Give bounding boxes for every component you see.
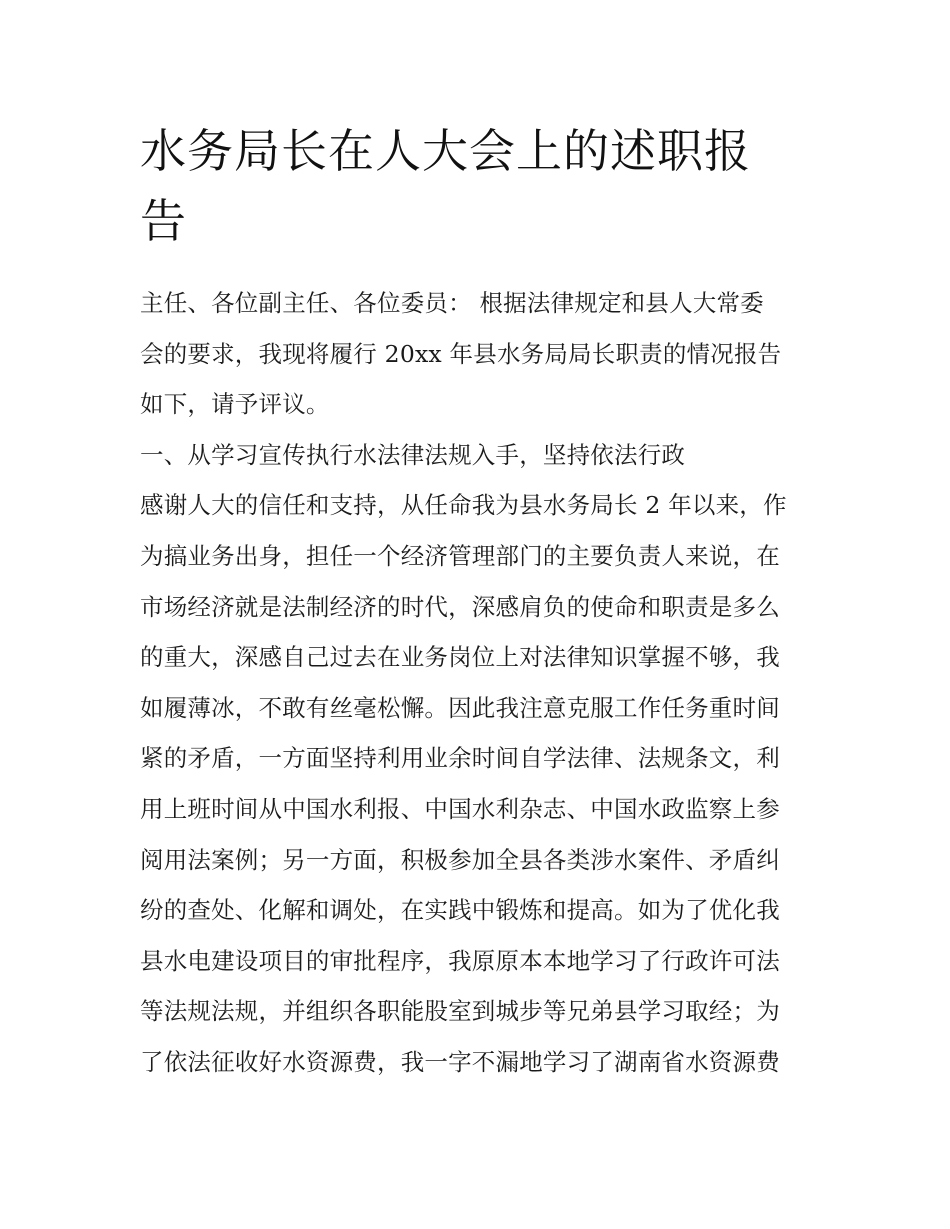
body-line: 会的要求，我现将履行 20xx 年县水务局局长职责的情况报告: [140, 339, 782, 368]
body-line: 如下，请予评议。: [140, 390, 330, 419]
body-line: 的重大，深感自己过去在业务岗位上对法律知识掌握不够，我: [140, 643, 780, 672]
body-line: 如履薄冰，不敢有丝毫松懈。因此我注意克服工作任务重时间: [140, 693, 780, 722]
body-line: 阅用法案例；另一方面，积极参加全县各类涉水案件、矛盾纠: [140, 845, 780, 874]
body-line: 为搞业务出身，担任一个经济管理部门的主要负责人来说，在: [140, 541, 780, 570]
body-line: 了依法征收好水资源费，我一字不漏地学习了湖南省水资源费: [140, 1047, 780, 1076]
body-line: 等法规法规，并组织各职能股室到城步等兄弟县学习取经；为: [140, 997, 780, 1026]
body-line: 紧的矛盾，一方面坚持利用业余时间自学法律、法规条文，利: [140, 744, 780, 773]
body-line: 感谢人大的信任和支持，从任命我为县水务局长 2 年以来，作: [140, 491, 787, 520]
title-line-2: 告: [140, 194, 187, 248]
body-line: 县水电建设项目的审批程序，我原原本本地学习了行政许可法: [140, 946, 780, 975]
body-line: 市场经济就是法制经济的时代，深感肩负的使命和职责是多么: [140, 592, 780, 621]
body-line: 用上班时间从中国水利报、中国水利杂志、中国水政监察上参: [140, 794, 780, 823]
document-title: [140, 116, 820, 256]
section-heading: 一、从学习宣传执行水法律法规入手，坚持依法行政: [140, 440, 686, 469]
body-line: 主任、各位副主任、各位委员： 根据法律规定和县人大常委: [140, 289, 764, 317]
document-body: [140, 278, 830, 1088]
body-line: 纷的查处、化解和调处，在实践中锻炼和提高。如为了优化我: [140, 896, 780, 925]
title-line-1: 水务局长在人大会上的述职报: [140, 124, 751, 178]
